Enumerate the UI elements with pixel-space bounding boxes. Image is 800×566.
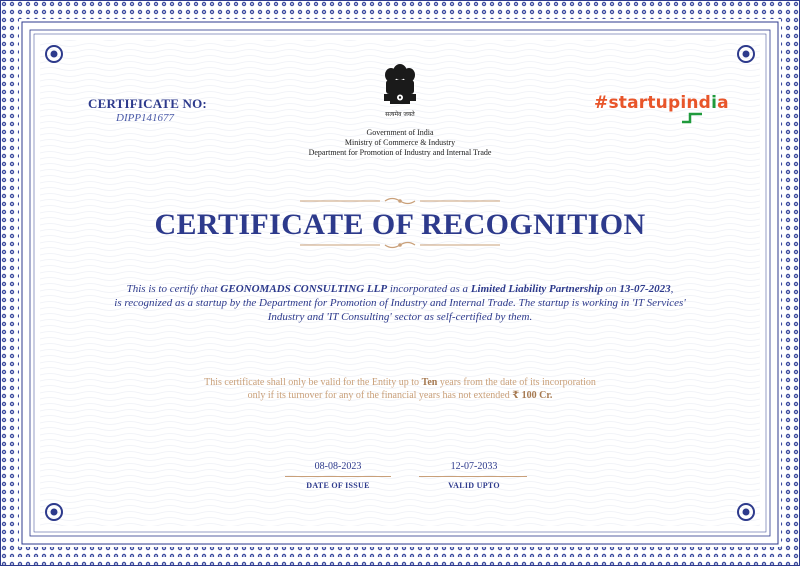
validity-note: [150, 376, 650, 402]
national-emblem-icon: [374, 60, 426, 124]
valid-upto-value: 12-07-2033: [450, 461, 498, 472]
statement-comma: ,: [670, 283, 674, 295]
validity-years: Ten: [421, 377, 438, 388]
statement-on: on: [602, 283, 620, 295]
logo-text-i: i: [711, 93, 718, 113]
certificate-number-value: DIPP141677: [116, 112, 175, 124]
title-flourish-top: [300, 196, 500, 206]
validity-amount: ₹ 100 Cr.: [512, 390, 553, 401]
valid-upto-line: [419, 476, 527, 477]
issuer-ministry: Ministry of Commerce & Industry: [344, 138, 456, 147]
startupindia-logo: [594, 93, 729, 113]
incorporation-date: 13-07-2023: [619, 283, 671, 295]
issue-date-line: [285, 476, 391, 477]
logo-accent-icon: [680, 110, 704, 124]
validity-text-c: only if its turnover for any of the financial years has not extended: [247, 390, 513, 401]
entity-name: GEONOMADS CONSULTING LLP: [220, 283, 388, 295]
certification-statement: [95, 282, 705, 324]
validity-text-a: This certificate shall only be valid for the Entity up to: [204, 377, 422, 388]
logo-hash: #: [594, 93, 609, 113]
issuer-department: Department for Promotion of Industry and Internal Trade: [308, 148, 492, 157]
issuer-government: Government of India: [366, 128, 434, 137]
validity-text-b: years from the date of its incorporation: [437, 377, 596, 388]
statement-incorporated: incorporated as a: [387, 283, 471, 295]
issue-date-value: 08-08-2023: [314, 461, 362, 472]
entity-type: Limited Liability Partnership: [470, 283, 603, 295]
issue-date-label: DATE OF ISSUE: [306, 481, 370, 490]
logo-text: startupind: [608, 93, 712, 113]
statement-recognition: is recognized as a startup by the Department for Promotion of Industry and Internal Trade. The startup is working in 'IT Services' Industry and 'IT Consulting' sector as self-certified by them.: [114, 297, 686, 323]
certificate-title: CERTIFICATE OF RECOGNITION: [154, 208, 646, 241]
certificate-number-label: CERTIFICATE NO:: [88, 96, 207, 111]
statement-intro: This is to certify that: [126, 283, 221, 295]
title-flourish-bottom: [300, 240, 500, 250]
valid-upto-label: VALID UPTO: [448, 481, 500, 490]
emblem-caption: सत्यमेव जयते: [385, 111, 415, 118]
logo-text-end: a: [717, 93, 729, 113]
